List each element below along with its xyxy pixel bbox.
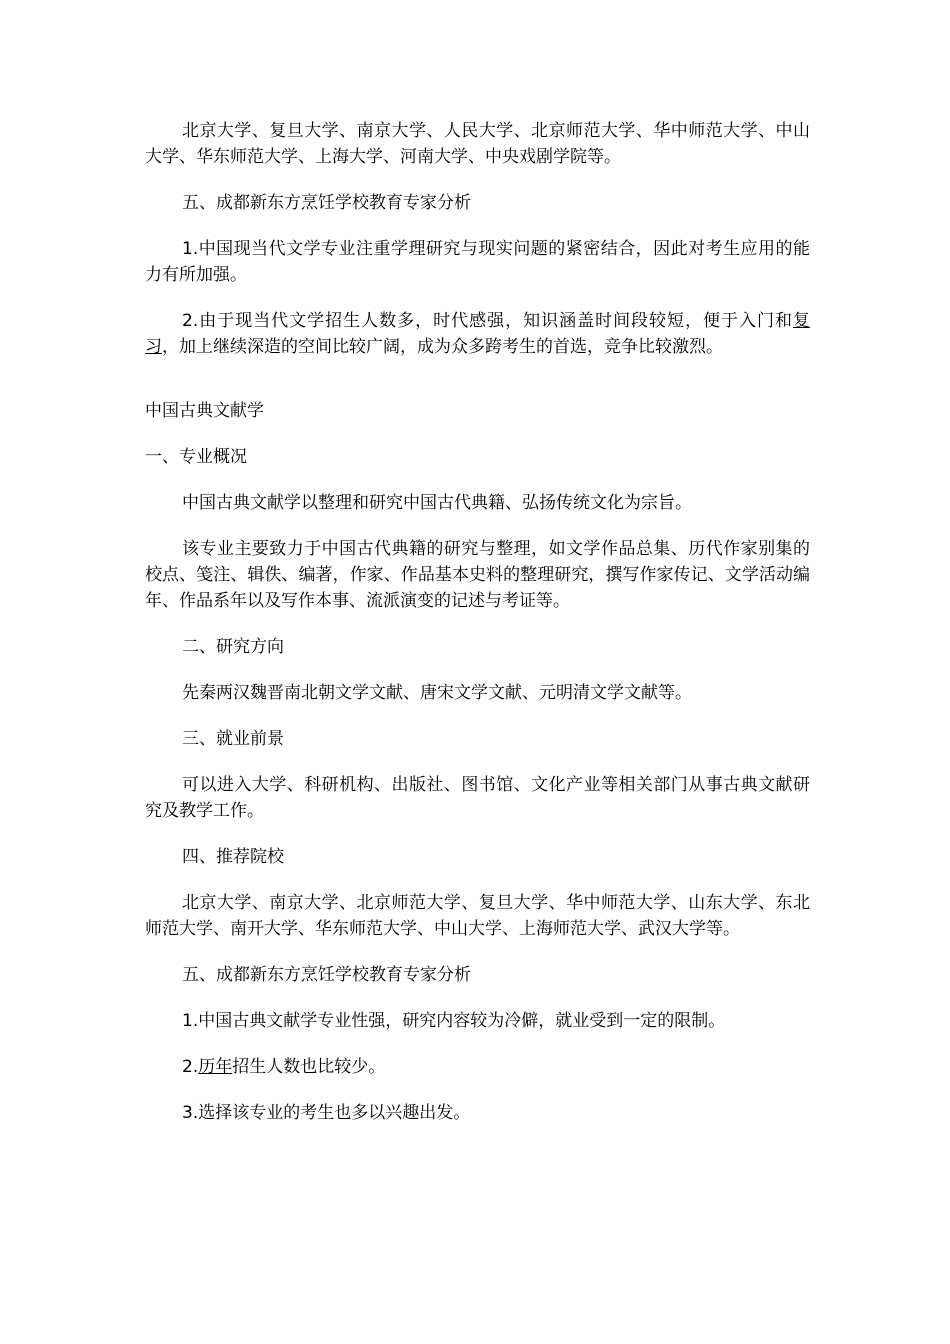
analysis-item-2-text-a: 2.由于现当代文学招生人数多，时代感强，知识涵盖时间段较短，便于入门和 — [182, 311, 793, 331]
schools-paragraph: 北京大学、复旦大学、南京大学、人民大学、北京师范大学、华中师范大学、中山大学、华东师范大学、上海大学、河南大学、中央戏剧学院等。 — [145, 121, 810, 167]
direction-paragraph: 先秦两汉魏晋南北朝文学文献、唐宋文学文献、元明清文学文献等。 — [182, 683, 692, 703]
expert-analysis-item-2-prefix: 2. — [182, 1057, 199, 1077]
expert-analysis-item-3: 3.选择该专业的考生也多以兴趣出发。 — [182, 1103, 471, 1123]
overview-paragraph-2: 该专业主要致力于中国古代典籍的研究与整理，如文学作品总集、历代作家别集的校点、笺注、辑佚、编著，作家、作品基本史料的整理研究，撰写作家传记、文学活动编年、作品系年以及写作本事、流派演变的记述与考证等。 — [145, 539, 810, 611]
analysis-item-2-text-b: ，加上继续深造的空间比较广阔，成为众多跨考生的首选，竞争比较激烈。 — [162, 337, 723, 357]
section-title: 中国古典文献学 — [145, 401, 264, 421]
expert-analysis-heading: 五、成都新东方烹饪学校教育专家分析 — [182, 965, 471, 985]
schools-heading: 四、推荐院校 — [182, 847, 284, 867]
analysis-heading: 五、成都新东方烹饪学校教育专家分析 — [182, 193, 471, 213]
expert-analysis-item-2 — [145, 1054, 810, 1080]
analysis-item-2 — [145, 308, 810, 360]
review-link[interactable]: 复习 — [145, 311, 810, 357]
direction-heading: 二、研究方向 — [182, 637, 284, 657]
overview-heading: 一、专业概况 — [145, 447, 247, 467]
jobs-paragraph: 可以进入大学、科研机构、出版社、图书馆、文化产业等相关部门从事古典文献研究及教学工作。 — [145, 775, 810, 821]
jobs-heading: 三、就业前景 — [182, 729, 284, 749]
document-body — [145, 118, 810, 1146]
schools-list-paragraph: 北京大学、南京大学、北京师范大学、复旦大学、华中师范大学、山东大学、东北师范大学、南开大学、华东师范大学、中山大学、上海师范大学、武汉大学等。 — [145, 893, 810, 939]
past-years-link[interactable]: 历年 — [198, 1057, 233, 1077]
expert-analysis-item-1: 1.中国古典文献学专业性强，研究内容较为冷僻，就业受到一定的限制。 — [182, 1011, 726, 1031]
analysis-item-1: 1.中国现当代文学专业注重学理研究与现实问题的紧密结合，因此对考生应用的能力有所加强。 — [145, 239, 810, 285]
section-gap — [145, 380, 810, 398]
overview-paragraph-1: 中国古典文献学以整理和研究中国古代典籍、弘扬传统文化为宗旨。 — [182, 493, 692, 513]
expert-analysis-item-2-text: 招生人数也比较少。 — [232, 1057, 386, 1077]
